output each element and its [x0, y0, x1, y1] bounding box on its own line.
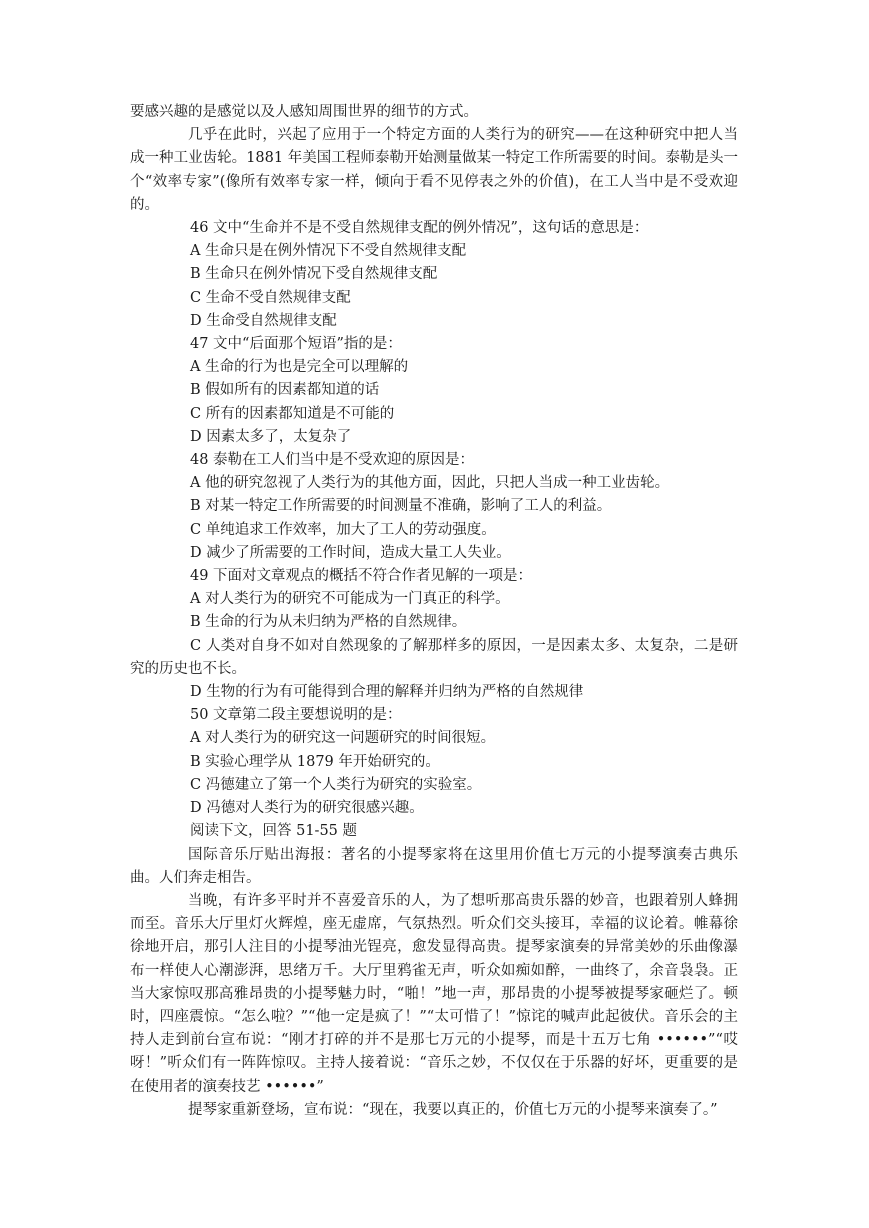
question-46-option-b: B 生命只在例外情况下受自然规律支配 [190, 266, 438, 283]
question-48-option-c: C 单纯追求工作效率，加大了工人的劳动强度。 [190, 521, 496, 538]
story-paragraph-3: 提琴家重新登场，宣布说：“现在，我要以真正的，价值七万元的小提琴来演奏了。” [188, 1101, 718, 1118]
question-48-option-a: A 他的研究忽视了人类行为的其他方面，因此，只把人当成一种工业齿轮。 [190, 475, 670, 492]
story-paragraph-2: 当晚，有许多平时并不喜爱音乐的人，为了想听那高贵乐器的妙音，也跟着别人蜂拥而至。音乐大厅里灯火辉煌，座无虚席，气氛热烈。听众们交头接耳，幸福的议论着。帷幕徐徐地开启，那引人注目的小提琴油光锃亮，愈发显得高贵。提琴家演奏的异常美妙的乐曲像瀑布一样使人心潮澎湃，思绪万千。大厅里鸦雀无声，听众如痴如醉，一曲终了，余音袅袅。正当大家惊叹那高雅昂贵的小提琴魅力时，“啪！”地一声，那昂贵的小提琴被提琴家砸烂了。顿时，四座震惊。“怎么啦？”“他一定是疯了！”“太可惜了！”惊诧的喊声此起彼伏。音乐会的主持人走到前台宣布说：“刚才打碎的并不是那七万元的小提琴，而是十五万七角 ••••••”“哎呀！”听众们有一阵阵惊叹。主持人接着说：“音乐之妙，不仅仅在于乐器的好坏，更重要的是在使用者的演奏技艺 ••••••” [130, 892, 738, 1095]
question-47: 47 文中“后面那个短语”指的是： [190, 336, 402, 353]
question-46-option-d: D 生命受自然规律支配 [190, 312, 337, 329]
question-46-option-c: C 生命不受自然规律支配 [190, 289, 351, 306]
question-46-option-a: A 生命只是在例外情况下不受自然规律支配 [190, 243, 467, 260]
question-49-option-a: A 对人类行为的研究不可能成为一门真正的科学。 [190, 591, 510, 608]
question-47-option-d: D 因素太多了，太复杂了 [190, 428, 352, 445]
question-50-option-c: C 冯德建立了第一个人类行为研究的实验室。 [190, 776, 482, 793]
question-48: 48 泰勒在工人们当中是不受欢迎的原因是： [190, 452, 475, 469]
reading-instruction: 阅读下文，回答 51-55 题 [190, 823, 358, 840]
question-47-option-b: B 假如所有的因素都知道的话 [190, 382, 380, 399]
question-50-option-b: B 实验心理学从 1879 年开始研究的。 [190, 753, 440, 770]
question-50-option-a: A 对人类行为的研究这一问题研究的时间很短。 [190, 730, 496, 747]
question-50-option-d: D 冯德对人类行为的研究很感兴趣。 [190, 800, 424, 817]
question-46: 46 文中“生命并不是不受自然规律支配的例外情况”，这句话的意思是： [190, 220, 649, 237]
question-49-option-c: C 人类对自身不如对自然现象的了解那样多的原因，一是因素太多、太复杂，二是研究的历史也不长。 [130, 637, 738, 677]
question-48-option-d: D 减少了所需要的工作时间，造成大量工人失业。 [190, 544, 511, 561]
story-paragraph-1: 国际音乐厅贴出海报：著名的小提琴家将在这里用价值七万元的小提琴演奏古典乐曲。人们奔走相告。 [130, 846, 738, 886]
question-50: 50 文章第二段主要想说明的是： [190, 707, 402, 724]
paragraph-taylor: 几乎在此时，兴起了应用于一个特定方面的人类行为的研究——在这种研究中把人当成一种工业齿轮。1881 年美国工程师泰勒开始测量做某一特定工作所需要的时间。泰勒是头一个“效率专家”(像所有效率专家一样，倾向于看不见停表之外的价值)，在工人当中是不受欢迎的。 [130, 127, 738, 213]
document-page [130, 101, 738, 1122]
question-49: 49 下面对文章观点的概括不符合作者见解的一项是： [190, 568, 533, 585]
paragraph-intro-tail: 要感兴趣的是感觉以及人感知周围世界的细节的方式。 [130, 104, 478, 120]
question-47-option-c: C 所有的因素都知道是不可能的 [190, 405, 395, 422]
question-47-option-a: A 生命的行为也是完全可以理解的 [190, 359, 409, 376]
question-49-option-d: D 生物的行为有可能得到合理的解释并归纳为严格的自然规律 [190, 684, 584, 701]
question-48-option-b: B 对某一特定工作所需要的时间测量不准确，影响了工人的利益。 [190, 498, 612, 515]
question-49-option-b: B 生命的行为从未归纳为严格的自然规律。 [190, 614, 467, 631]
